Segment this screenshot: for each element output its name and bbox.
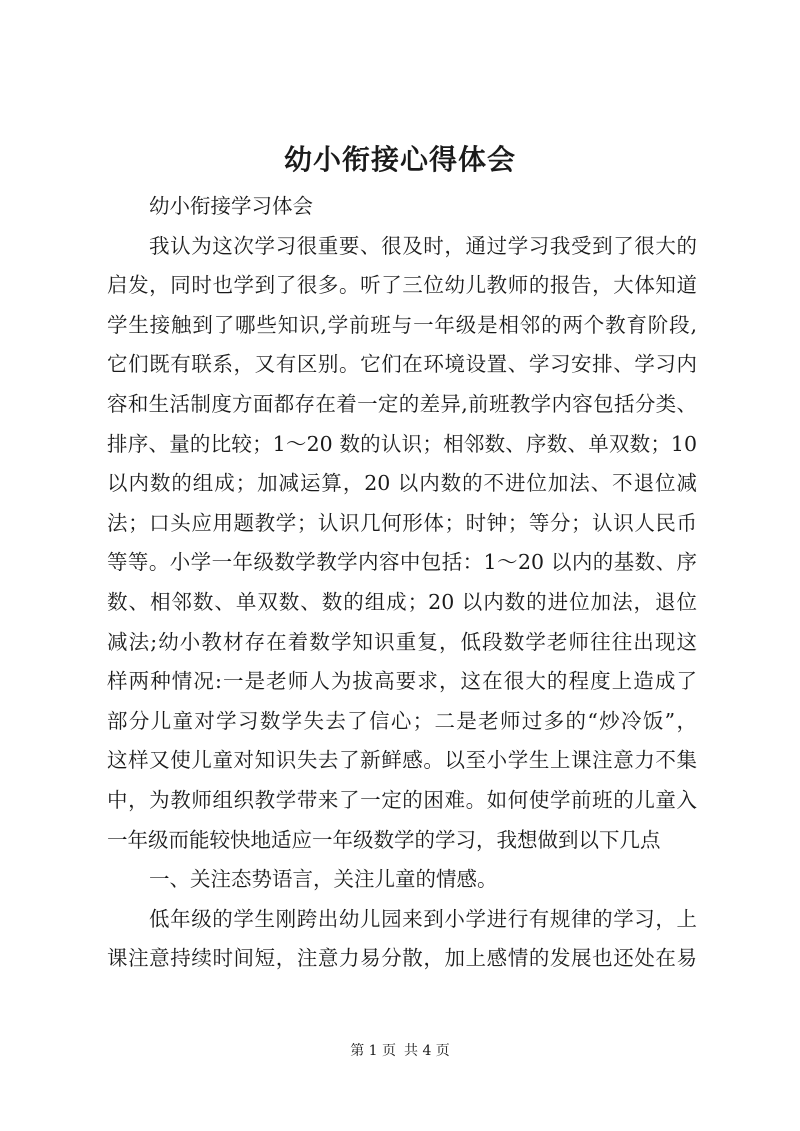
paragraph-line: 中，为教师组织教学带来了一定的困难。如何使学前班的儿童入 — [107, 787, 697, 812]
paragraph-line: 等等。小学一年级数学教学内容中包括：1～20 以内的基数、序 — [107, 550, 697, 575]
paragraph-line: 它们既有联系，又有区别。它们在环境设置、学习安排、学习内 — [107, 352, 697, 377]
paragraph-line: 这样又使儿童对知识失去了新鲜感。以至小学生上课注意力不集 — [107, 748, 697, 773]
page-footer — [0, 1041, 800, 1061]
paragraph-line: 以内数的组成；加减运算，20 以内数的不进位加法、不退位减 — [107, 471, 697, 496]
document-title: 幼小衔接心得体会 — [283, 143, 516, 176]
paragraph-line: 法；口头应用题教学；认识几何形体；时钟；等分；认识人民币 — [107, 510, 697, 535]
paragraph-line: 减法;幼小教材存在着数学知识重复，低段数学老师往往出现这 — [107, 629, 697, 654]
paragraph-line: 我认为这次学习很重要、很及时，通过学习我受到了很大的 — [149, 233, 697, 258]
paragraph-line: 一年级而能较快地适应一年级数学的学习，我想做到以下几点 — [107, 827, 661, 852]
paragraph-line: 学生接触到了哪些知识,学前班与一年级是相邻的两个教育阶段, — [107, 312, 697, 337]
paragraph-line: 低年级的学生刚跨出幼儿园来到小学进行有规律的学习，上 — [149, 906, 697, 931]
paragraph-line: 容和生活制度方面都存在着一定的差异,前班教学内容包括分类、 — [107, 391, 697, 416]
paragraph-line: 课注意持续时间短，注意力易分散，加上感情的发展也还处在易 — [107, 946, 697, 971]
paragraph-line: 样两种情况:一是老师人为拔高要求，这在很大的程度上造成了 — [107, 669, 697, 694]
paragraph-line: 排序、量的比较；1～20 数的认识；相邻数、序数、单双数；10 — [107, 431, 697, 456]
subtitle-line: 幼小衔接学习体会 — [149, 194, 313, 218]
paragraph-line: 部分儿童对学习数学失去了信心；二是老师过多的“炒冷饭”， — [107, 708, 697, 733]
page-total: 共 4 页 — [404, 1043, 450, 1059]
document-body — [107, 187, 697, 979]
paragraph-line: 数、相邻数、单双数、数的组成；20 以内数的进位加法，退位 — [107, 589, 697, 614]
page-number: 第 1 页 — [350, 1043, 396, 1059]
paragraph-line: 启发，同时也学到了很多。听了三位幼儿教师的报告，大体知道 — [107, 273, 697, 298]
section-heading: 一、关注态势语言，关注儿童的情感。 — [149, 867, 498, 892]
